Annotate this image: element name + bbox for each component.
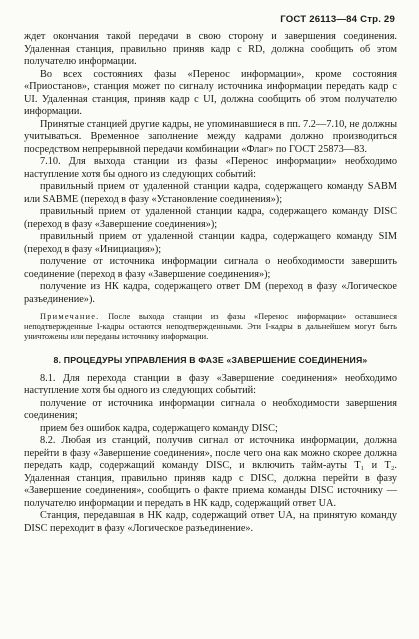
paragraph: 8.2. Любая из станций, получив сигнал от источника информации, должна перейти в фазу «Завершение соединения», после чего она как можно скорее должна передать кадр, содержащий команду DISC, и включить тайм-ауты T₁ и T₂. Удаленная станция, правильно приняв кадр с DISC, должна перейти в фазу «Завершение соединения», сообщить о факте приема команды DISC источнику — получателю информации и передать в НК кадр, содержащий ответ UA. — [24, 435, 397, 509]
page-header — [24, 14, 397, 25]
paragraph: получение от источника информации сигнала о необходимости завершить соединение (переход в фазу «Завершение соединения»); — [24, 256, 397, 280]
section-title: 8. ПРОЦЕДУРЫ УПРАВЛЕНИЯ В ФАЗЕ «ЗАВЕРШЕНИЕ СОЕДИНЕНИЯ» — [53, 354, 368, 365]
note-label: Примечание. — [40, 312, 100, 321]
paragraph: правильный прием от удаленной станции кадра, содержащего команду DISC (переход в фазу «Завершение соединения»); — [24, 206, 397, 230]
paragraph: получение от источника информации сигнала о необходимости завершения соединения; — [24, 397, 397, 422]
paragraph: Принятые станцией другие кадры, не упоминавшиеся в пп. 7.2—7.10, не должны учитываться. Временное заполнение между кадрами должно производиться посредством непрерывной передачи комбинации «Флаг» по ГОСТ 25873—83. — [24, 118, 397, 155]
paragraph: получение из НК кадра, содержащего ответ DM (переход в фазу «Логическое разъединение»). — [24, 281, 397, 305]
document-body — [24, 31, 397, 535]
note-paragraph — [24, 312, 397, 343]
paragraph: правильный прием от удаленной станции кадра, содержащего команду SABM или SABME (переход в фазу «Установление соединения»); — [24, 181, 397, 205]
page-number: Стр. 29 — [360, 14, 395, 25]
paragraph: правильный прием от удаленной станции кадра, содержащего команду SIM (переход в фазу «Инициация»); — [24, 231, 397, 255]
paragraph: прием без ошибок кадра, содержащего команду DISC; — [40, 422, 278, 434]
paragraph: 8.1. Для перехода станции в фазу «Завершение соединения» необходимо наступление хотя бы одного из следующих событий: — [24, 372, 397, 397]
paragraph: ждет окончания такой передачи в свою сторону и завершения соединения. Удаленная станция, правильно приняв кадр с RD, должна сообщить об этом получателю информации. — [24, 31, 397, 67]
paragraph: 7.10. Для выхода станции из фазы «Перенос информации» необходимо наступление хотя бы одного из следующих событий: — [24, 156, 397, 180]
paragraphs-top — [24, 31, 397, 306]
paragraph: Станция, передавшая в НК кадр, содержащий ответ UA, на принятую команду DISC переходит в фазу «Логическое разъединение». — [24, 510, 397, 534]
note-text: После выхода станции из фазы «Перенос информации» оставшиеся неподтвержденные I-кадры остаются неподтвержденными. Эти I-кадры в дальнейшем могут быть уничтожены или переданы источнику информации. — [24, 312, 397, 342]
paragraphs-bottom — [24, 373, 397, 536]
paragraph: Во всех состояниях фазы «Перенос информации», кроме состояния «Приостанов», станция может по сигналу источника информации передать кадр с UI. Удаленная станция, приняв кадр с UI, должна сообщить об этом получателю информации. — [24, 68, 397, 117]
standard-number: ГОСТ 26113—84 — [280, 14, 358, 25]
